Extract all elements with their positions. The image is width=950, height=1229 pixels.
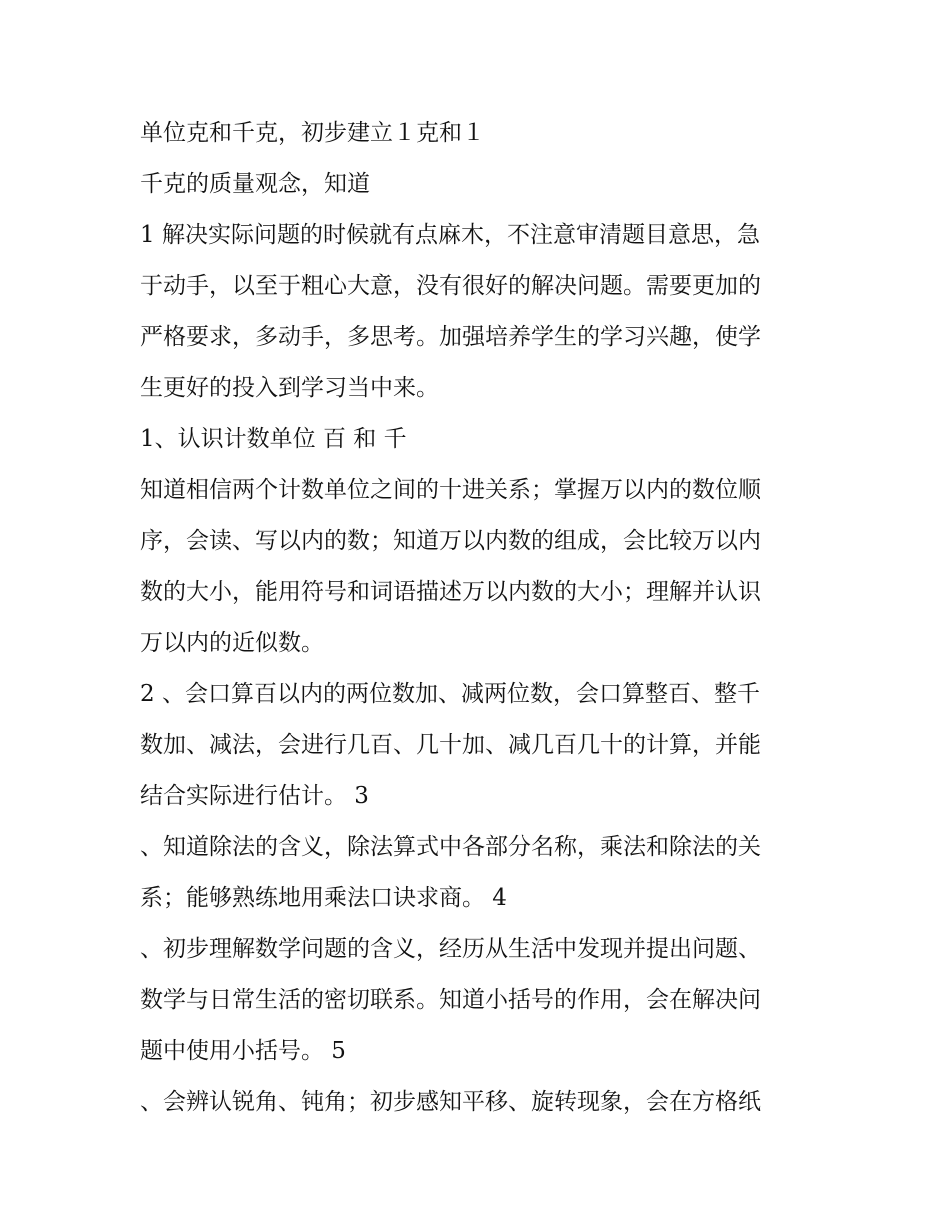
text-line: 、初步理解数学问题的含义，经历从生活中发现并提出问题、 <box>140 936 761 962</box>
text-line: 严格要求，多动手，多思考。加强培养学生的学习兴趣，使学 <box>140 324 761 350</box>
text-line: 数加、减法，会进行几百、几十加、减几百几十的计算，并能 <box>140 732 761 758</box>
text-line: 生更好的投入到学习当中来。 <box>140 375 439 401</box>
text-line: 结合实际进行估计。 3 <box>140 783 369 809</box>
text-line: 1、认识计数单位 百 和 千 <box>140 426 407 452</box>
text-line: 、会辨认锐角、钝角；初步感知平移、旋转现象，会在方格纸 <box>140 1089 761 1115</box>
text-line: 知道相信两个计数单位之间的十进关系；掌握万以内的数位顺 <box>140 477 761 503</box>
text-line: 数学与日常生活的密切联系。知道小括号的作用，会在解决问 <box>140 987 761 1013</box>
text-line: 、知道除法的含义，除法算式中各部分名称，乘法和除法的关 <box>140 834 761 860</box>
text-line: 系；能够熟练地用乘法口诀求商。 4 <box>140 885 507 911</box>
text-line: 2 、会口算百以内的两位数加、减两位数，会口算整百、整千 <box>140 681 760 707</box>
text-line: 单位克和千克，初步建立１克和１ <box>140 120 485 146</box>
text-line: 万以内的近似数。 <box>140 630 324 656</box>
text-line: 1 解决实际问题的时候就有点麻木，不注意审清题目意思，急 <box>140 222 760 248</box>
text-line: 序，会读、写以内的数；知道万以内数的组成，会比较万以内 <box>140 528 761 554</box>
text-line: 数的大小，能用符号和词语描述万以内数的大小；理解并认识 <box>140 579 761 605</box>
text-line: 于动手，以至于粗心大意，没有很好的解决问题。需要更加的 <box>140 273 761 299</box>
text-line: 千克的质量观念，知道 <box>140 171 370 197</box>
document-body <box>140 108 830 1128</box>
text-line: 题中使用小括号。 5 <box>140 1038 346 1064</box>
